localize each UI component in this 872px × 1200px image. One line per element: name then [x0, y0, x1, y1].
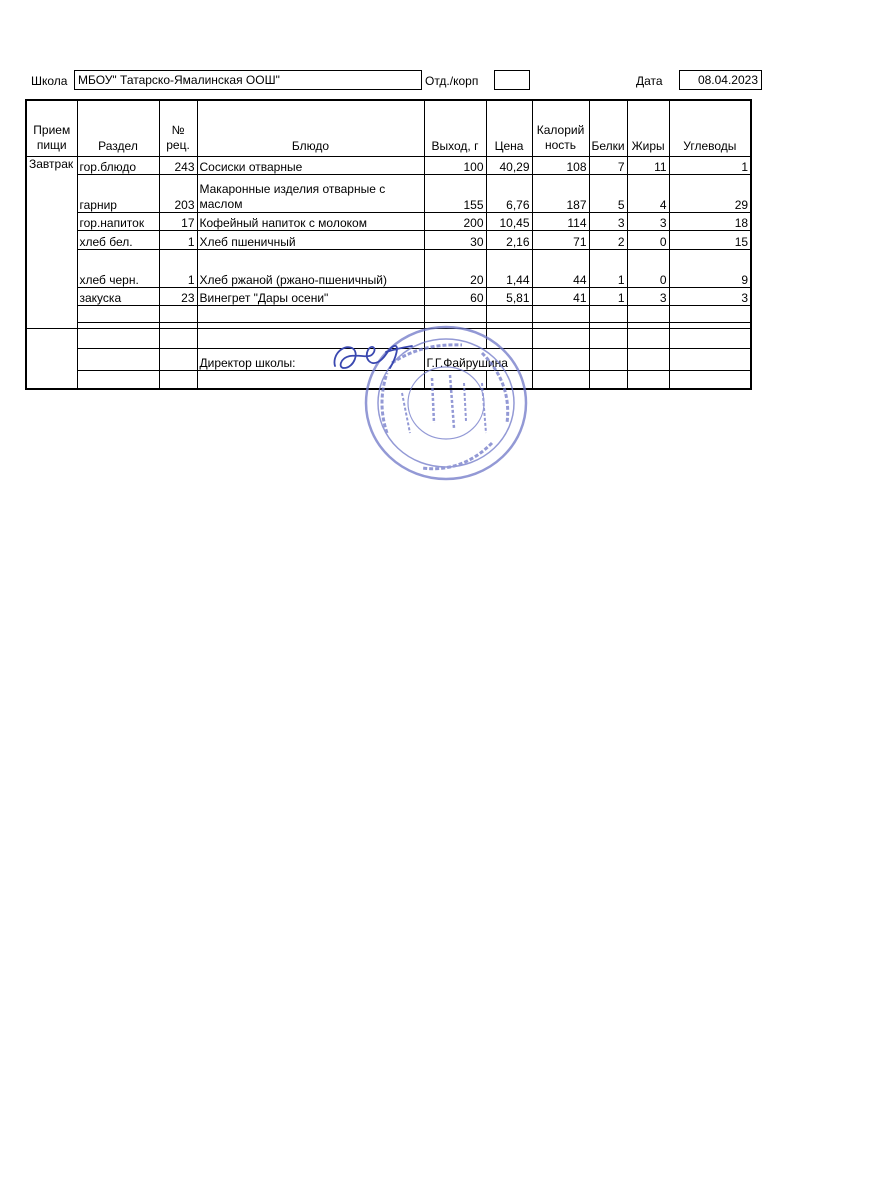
col-fat-header: Жиры: [627, 100, 669, 156]
yield-cell: 60: [424, 287, 486, 305]
yield-cell: 100: [424, 156, 486, 174]
calories-cell: 71: [532, 230, 589, 249]
carbs-cell: 3: [669, 287, 751, 305]
carbs-cell: 1: [669, 156, 751, 174]
dept-label: Отд./корп: [425, 74, 479, 88]
col-price-header: Цена: [486, 100, 532, 156]
section-cell: гор.блюдо: [77, 156, 159, 174]
fat-cell: 11: [627, 156, 669, 174]
section-cell: гор.напиток: [77, 212, 159, 230]
col-yield-header: Выход, г: [424, 100, 486, 156]
protein-cell: 5: [589, 174, 627, 212]
yield-cell: 30: [424, 230, 486, 249]
section-cell: закуска: [77, 287, 159, 305]
director-signature: [330, 338, 420, 374]
director-name: Г.Г.Файрушина: [424, 348, 532, 370]
calories-cell: 41: [532, 287, 589, 305]
meal-name-cell: Завтрак: [26, 156, 77, 328]
carbs-cell: 18: [669, 212, 751, 230]
calories-cell: 44: [532, 249, 589, 287]
protein-cell: 7: [589, 156, 627, 174]
empty-row: [26, 305, 751, 322]
yield-cell: 200: [424, 212, 486, 230]
protein-cell: 1: [589, 287, 627, 305]
section-cell: гарнир: [77, 174, 159, 212]
table-row: [26, 212, 751, 230]
protein-cell: 3: [589, 212, 627, 230]
price-cell: 40,29: [486, 156, 532, 174]
table-row: [26, 230, 751, 249]
table-header-row: [26, 100, 751, 156]
carbs-cell: 15: [669, 230, 751, 249]
fat-cell: 0: [627, 249, 669, 287]
date-field: 08.04.2023: [679, 70, 762, 90]
director-label: Директор школы:: [197, 348, 424, 370]
section-cell: хлеб бел.: [77, 230, 159, 249]
fat-cell: 3: [627, 287, 669, 305]
dish-cell: Хлеб пшеничный: [197, 230, 424, 249]
dish-cell: Винегрет "Дары осени": [197, 287, 424, 305]
col-protein-header: Белки: [589, 100, 627, 156]
dish-cell: Кофейный напиток с молоком: [197, 212, 424, 230]
calories-cell: 114: [532, 212, 589, 230]
calories-cell: 108: [532, 156, 589, 174]
price-cell: 2,16: [486, 230, 532, 249]
protein-cell: 2: [589, 230, 627, 249]
price-cell: 6,76: [486, 174, 532, 212]
table-row: [26, 156, 751, 174]
carbs-cell: 29: [669, 174, 751, 212]
carbs-cell: 9: [669, 249, 751, 287]
col-section-header: Раздел: [77, 100, 159, 156]
recipe-cell: 17: [159, 212, 197, 230]
col-recipe-header: № рец.: [159, 100, 197, 156]
protein-cell: 1: [589, 249, 627, 287]
table-row: [26, 174, 751, 212]
col-meal-header: Прием пищи: [26, 100, 77, 156]
dish-cell: Хлеб ржаной (ржано-пшеничный): [197, 249, 424, 287]
yield-cell: 20: [424, 249, 486, 287]
price-cell: 10,45: [486, 212, 532, 230]
recipe-cell: 23: [159, 287, 197, 305]
calories-cell: 187: [532, 174, 589, 212]
dish-cell: Макаронные изделия отварные с маслом: [197, 174, 424, 212]
price-cell: 1,44: [486, 249, 532, 287]
col-carbs-header: Углеводы: [669, 100, 751, 156]
yield-cell: 155: [424, 174, 486, 212]
recipe-cell: 1: [159, 249, 197, 287]
dish-cell: Сосиски отварные: [197, 156, 424, 174]
table-row: [26, 249, 751, 287]
price-cell: 5,81: [486, 287, 532, 305]
school-name-field: МБОУ" Татарско-Ямалинская ООШ": [74, 70, 422, 90]
school-label: Школа: [31, 74, 68, 88]
dept-field: [494, 70, 530, 90]
col-dish-header: Блюдо: [197, 100, 424, 156]
fat-cell: 0: [627, 230, 669, 249]
date-label: Дата: [636, 74, 663, 88]
recipe-cell: 243: [159, 156, 197, 174]
table-row: [26, 287, 751, 305]
recipe-cell: 203: [159, 174, 197, 212]
fat-cell: 3: [627, 212, 669, 230]
fat-cell: 4: [627, 174, 669, 212]
col-calories-header: Калорийность: [532, 100, 589, 156]
recipe-cell: 1: [159, 230, 197, 249]
section-cell: хлеб черн.: [77, 249, 159, 287]
